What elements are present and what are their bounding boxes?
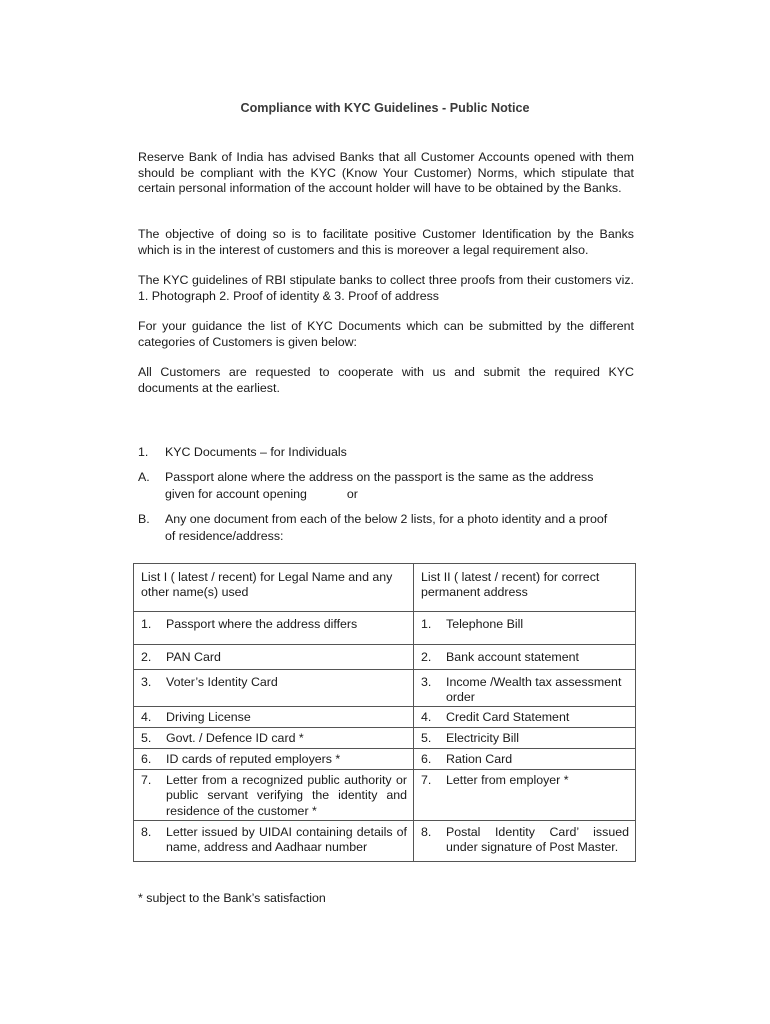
row-number: 4. (421, 710, 432, 724)
row-number: 7. (141, 773, 152, 787)
row-number: 6. (421, 752, 432, 766)
notice-title: Compliance with KYC Guidelines - Public Notice (240, 101, 530, 115)
list-2-item: Credit Card Statement (446, 710, 570, 724)
table-row (134, 821, 636, 862)
row-number: 5. (421, 731, 432, 745)
table-row (134, 749, 636, 770)
kyc-documents-table (133, 563, 636, 862)
list-2-item: Ration Card (446, 752, 513, 766)
list-1-item: Passport where the address differs (166, 617, 358, 631)
table-row (134, 707, 636, 728)
paragraph-cooperate: All Customers are requested to cooperate with us and submit the required KYC documents at the earliest. (138, 365, 634, 395)
option-a-line2: given for account opening (165, 486, 307, 501)
list-1-item: Driving License (166, 710, 251, 724)
table-row (134, 612, 636, 645)
option-a-or: or (346, 486, 358, 501)
paragraph-objective: The objective of doing so is to facilitate positive Customer Identification by the Banks which is in the interest of customers and this is moreover a legal requirement also. (138, 227, 634, 257)
list-1-item: Letter issued by UIDAI containing details of name, address and Aadhaar number (166, 825, 407, 855)
section-number: 1. (138, 445, 149, 459)
option-b-line2: of residence/address: (165, 528, 284, 543)
row-number: 6. (141, 752, 152, 766)
list-1-item: ID cards of reputed employers * (166, 752, 341, 766)
table-row (134, 645, 636, 670)
section-heading-text: KYC Documents – for Individuals (165, 445, 347, 459)
list-2-header: List II ( latest / recent) for correct permanent address (421, 570, 600, 600)
option-b-letter: B. (138, 512, 150, 526)
row-number: 2. (421, 650, 432, 664)
list-1-item: Govt. / Defence ID card * (166, 731, 304, 745)
table-row (134, 728, 636, 749)
option-b-text (165, 511, 634, 544)
paragraph-three-proofs: The KYC guidelines of RBI stipulate banks to collect three proofs from their customers viz. 1. Photograph 2. Proof of identity & 3. Proof of address (138, 273, 634, 303)
row-number: 3. (141, 675, 152, 689)
list-2-item: Telephone Bill (446, 617, 524, 631)
list-1-header: List I ( latest / recent) for Legal Name and any other name(s) used (141, 570, 393, 600)
row-number: 7. (421, 773, 432, 787)
row-number: 1. (141, 617, 152, 631)
row-number: 3. (421, 675, 432, 689)
list-2-item: Electricity Bill (446, 731, 519, 745)
option-a-letter: A. (138, 470, 150, 484)
list-2-item: Letter from employer * (446, 773, 569, 787)
row-number: 1. (421, 617, 432, 631)
row-number: 8. (141, 825, 152, 839)
paragraph-rbi-advice: Reserve Bank of India has advised Banks that all Customer Accounts opened with them should be compliant with the KYC (Know Your Customer) Norms, which stipulate that certain personal information of the account holder will have to be obtained by the Banks. (138, 150, 634, 195)
footnote: * subject to the Bank’s satisfaction (138, 891, 326, 905)
row-number: 2. (141, 650, 152, 664)
row-number: 5. (141, 731, 152, 745)
list-2-item: Postal Identity Card’ issued under signature of Post Master. (446, 825, 629, 855)
row-number: 8. (421, 825, 432, 839)
option-a-text (165, 469, 634, 502)
option-b-line1: Any one document from each of the below 2 lists, for a photo identity and a proof (165, 512, 608, 526)
row-number: 4. (141, 710, 152, 724)
list-1-item: PAN Card (166, 650, 221, 664)
table-row (134, 670, 636, 707)
table-header-row (134, 564, 636, 612)
option-a-line1: Passport alone where the address on the passport is the same as the address (165, 470, 594, 484)
list-1-item: Voter’s Identity Card (166, 675, 278, 689)
paragraph-guidance: For your guidance the list of KYC Documents which can be submitted by the different categories of Customers is given below: (138, 319, 634, 349)
table-row (134, 770, 636, 821)
list-2-item: Bank account statement (446, 650, 579, 664)
list-1-item: Letter from a recognized public authority or public servant verifying the identity and residence of the customer * (166, 773, 407, 818)
list-2-item: Income /Wealth tax assessment order (446, 675, 622, 705)
